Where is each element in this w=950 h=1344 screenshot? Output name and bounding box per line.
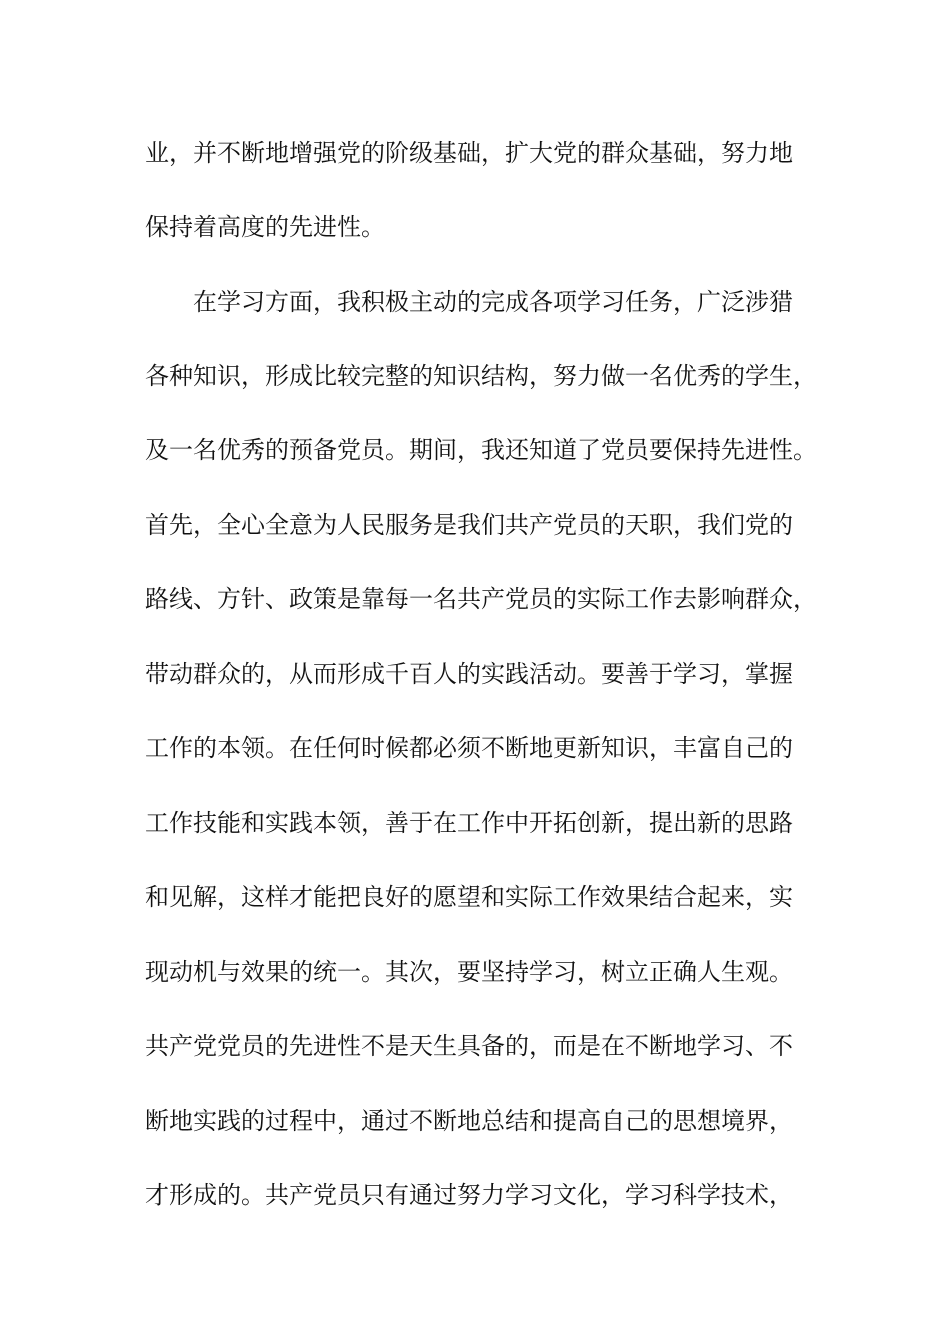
text-line-1: 业，并不断地增强党的阶级基础，扩大党的群众基础，努力地 xyxy=(145,139,793,167)
text-line-11: 和见解，这样才能把良好的愿望和实际工作效果结合起来，实 xyxy=(145,883,793,911)
text-line-3: 在学习方面，我积极主动的完成各项学习任务，广泛涉猎 xyxy=(193,288,793,316)
text-line-2: 保持着高度的先进性。 xyxy=(145,213,385,241)
text-line-5: 及一名优秀的预备党员。期间，我还知道了党员要保持先进性。 xyxy=(145,436,817,464)
text-line-4: 各种知识，形成比较完整的知识结构，努力做一名优秀的学生， xyxy=(145,362,817,390)
text-line-7: 路线、方针、政策是靠每一名共产党员的实际工作去影响群众， xyxy=(145,585,817,613)
text-line-14: 断地实践的过程中，通过不断地总结和提高自己的思想境界， xyxy=(145,1107,793,1135)
text-line-9: 工作的本领。在任何时候都必须不断地更新知识，丰富自己的 xyxy=(145,734,793,762)
text-line-10: 工作技能和实践本领，善于在工作中开拓创新，提出新的思路 xyxy=(145,809,793,837)
text-line-8: 带动群众的，从而形成千百人的实践活动。要善于学习，掌握 xyxy=(145,660,793,688)
text-line-13: 共产党党员的先进性不是天生具备的，而是在不断地学习、不 xyxy=(145,1032,793,1060)
text-line-15: 才形成的。共产党员只有通过努力学习文化，学习科学技术， xyxy=(145,1181,793,1209)
text-line-12: 现动机与效果的统一。其次，要坚持学习，树立正确人生观。 xyxy=(145,958,793,986)
text-line-6: 首先，全心全意为人民服务是我们共产党员的天职，我们党的 xyxy=(145,511,793,539)
